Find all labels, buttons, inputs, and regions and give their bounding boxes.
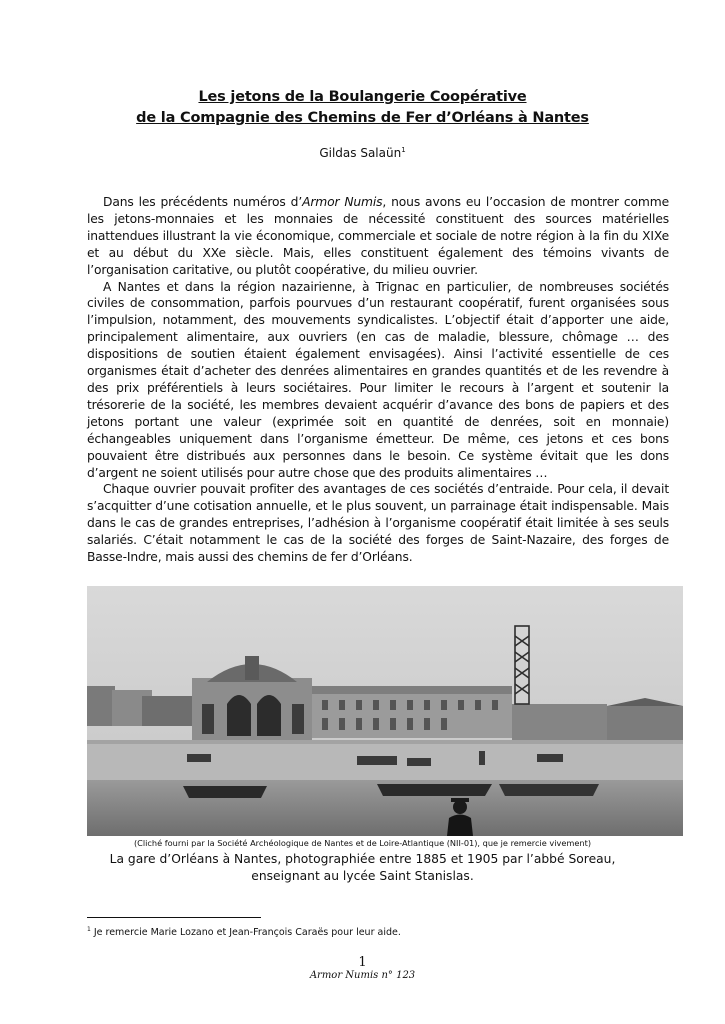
paragraph-1-start: Dans les précédents numéros d’: [103, 195, 303, 209]
author-line: [60, 146, 665, 160]
article-body: [87, 194, 669, 566]
footnote-text: Je remercie Marie Lozano et Jean-François Caraës pour leur aide.: [90, 927, 401, 939]
footnote-separator: [87, 917, 261, 918]
paragraph-3: Chaque ouvrier pouvait profiter des avantages de ces sociétés d’entraide. Pour cela, il devait s’acquitter d’une cotisation annuelle, et le plus souvent, un parrainage était indispensable. Mais dans le cas de grandes entreprises, l’adhésion à l’organisme coopératif était limitée à ses seuls salariés. C’était notamment le cas de la société des forges de Saint-Nazaire, des forges de Basse-Indre, mais aussi des chemins de fer d’Orléans.: [87, 482, 669, 565]
author-name: Gildas Salaün: [319, 146, 402, 160]
journal-issue: Armor Numis n° 123: [309, 970, 416, 981]
footnote: [87, 926, 401, 938]
photo-credit: (Cliché fourni par la Société Archéologique de Nantes et de Loire-Atlantique (NII-01), que je remercie vivement): [133, 838, 592, 848]
page-number: 1: [358, 955, 367, 970]
author-footnote-mark: 1: [401, 146, 406, 154]
paragraph-2: A Nantes et dans la région nazairienne, à Trignac en particulier, de nombreuses sociétés civiles de consommation, parfois pourvues d’un restaurant coopératif, furent organisées sous l’impulsion, notamment, des mouvements syndicalistes. L’objectif était d’apporter une aide, principalement alimentaire, aux ouvriers (en cas de maladie, blessure, chômage … des dispositions de soutien étaient également envisagées). Ainsi l’activité essentielle de ces organismes était d’acheter des denrées alimentaires en grandes quantités et de les revendre à des prix préférentiels à leurs sociétaires. Pour limiter le recours à l’argent et soutenir la trésorerie de la société, les membres devaient acquérir d’avance des bons de papiers et des jetons portant une valeur (exprimée soit en quantité de denrées, soit en monnaie) échangeables uniquement dans l’organisme émetteur. De même, ces jetons et ces bons pouvaient être distribués aux personnes dans le besoin. Ce système évitait que les dons d’argent ne soient utilisés pour autre chose que des produits alimentaires …: [87, 279, 669, 480]
paragraph-1: [87, 194, 669, 279]
article-title-line-1: Les jetons de la Boulangerie Coopérative: [198, 89, 527, 105]
journal-name-italic: Armor Numis: [302, 195, 383, 209]
footnote-mark: 1: [87, 926, 91, 933]
figure-caption: La gare d’Orléans à Nantes, photographiée entre 1885 et 1905 par l’abbé Soreau, enseignant au lycée Saint Stanislas.: [109, 852, 616, 883]
paragraph-1-rest: , nous avons eu l’occasion de montrer comme les jetons-monnaies et les monnaies de nécessité constituent des sources matérielles inattendues illustrant la vie économique, commerciale et sociale de notre région à la fin du XIXe et au début du XXe siècle. Mais, elles constituent également des témoins vivants de l’organisation caritative, ou plutôt coopérative, du milieu ouvrier.: [87, 195, 669, 277]
railway-station-photo: [87, 586, 683, 836]
article-title-line-2: de la Compagnie des Chemins de Fer d’Orléans à Nantes: [136, 110, 589, 126]
